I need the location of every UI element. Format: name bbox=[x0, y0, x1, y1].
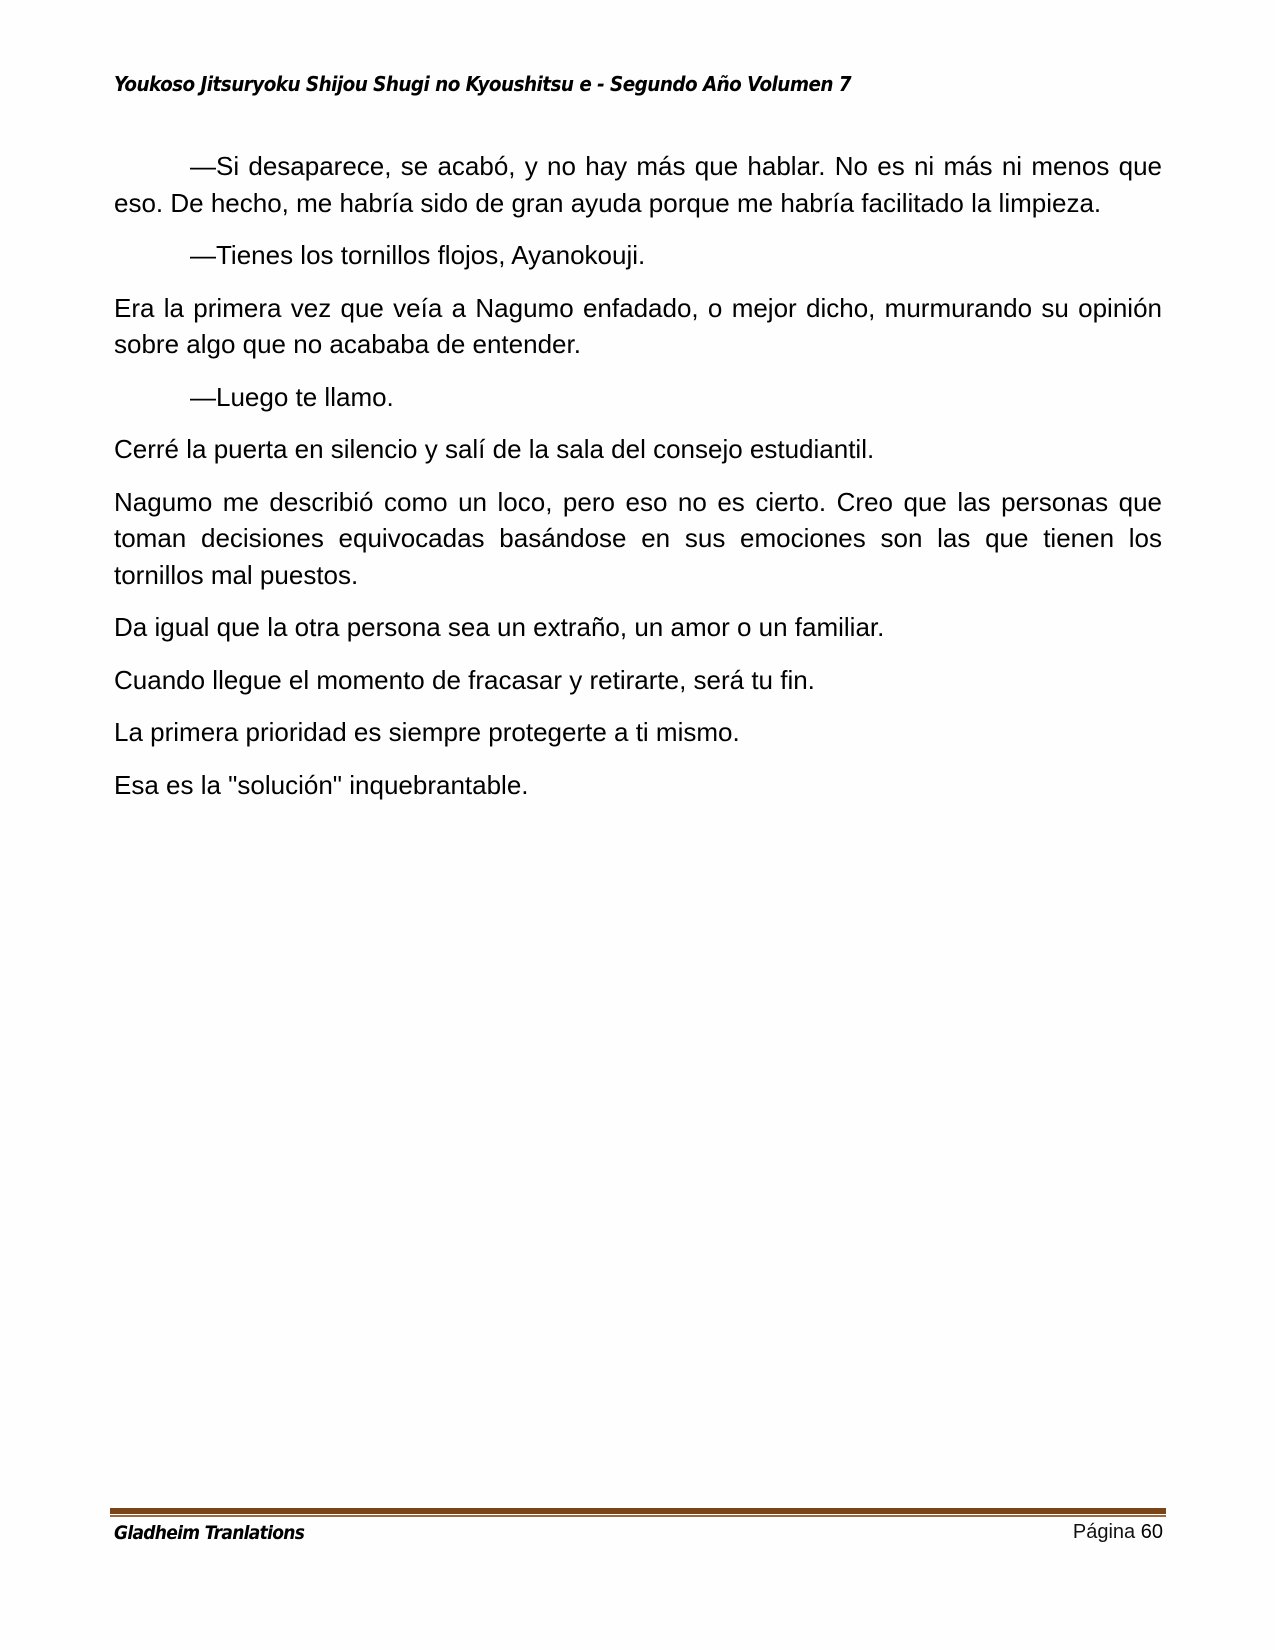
paragraph: Era la primera vez que veía a Nagumo enfadado, o mejor dicho, murmurando su opinión sobre algo que no acababa de entender. bbox=[114, 292, 1162, 359]
footer-rule-thick bbox=[110, 1508, 1166, 1514]
paragraph: —Si desaparece, se acabó, y no hay más que hablar. No es ni más ni menos que eso. De hecho, me habría sido de gran ayuda porque me habría facilitado la limpieza. bbox=[114, 151, 1162, 218]
page-label: Página bbox=[1072, 1521, 1136, 1543]
page-number bbox=[1073, 1521, 1163, 1544]
paragraph: La primera prioridad es siempre protegerte a ti mismo. bbox=[114, 717, 740, 747]
footer-rule bbox=[110, 1508, 1166, 1517]
paragraph: Cuando llegue el momento de fracasar y retirarte, será tu fin. bbox=[114, 664, 815, 695]
paragraph: —Tienes los tornillos flojos, Ayanokouji. bbox=[190, 240, 646, 270]
paragraph: Nagumo me describió como un loco, pero eso no es cierto. Creo que las personas que toman decisiones equivocadas basándose en sus emociones son las que tienen los tornillos mal puestos. bbox=[114, 486, 1162, 590]
paragraph: Da igual que la otra persona sea un extraño, un amor o un familiar. bbox=[114, 612, 885, 642]
paragraph: Esa es la "solución" inquebrantable. bbox=[114, 769, 529, 800]
page-number-value: 60 bbox=[1140, 1521, 1163, 1543]
running-header: Youkoso Jitsuryoku Shijou Shugi no Kyoushitsu e - Segundo Año Volumen 7 bbox=[114, 72, 852, 96]
footer-rule-thin bbox=[110, 1515, 1166, 1517]
paragraph: Cerré la puerta en silencio y salí de la sala del consejo estudiantil. bbox=[114, 434, 875, 464]
paragraph: —Luego te llamo. bbox=[190, 381, 394, 412]
footer-publisher: Gladheim Tranlations bbox=[114, 1522, 305, 1544]
body-text bbox=[114, 148, 1162, 819]
